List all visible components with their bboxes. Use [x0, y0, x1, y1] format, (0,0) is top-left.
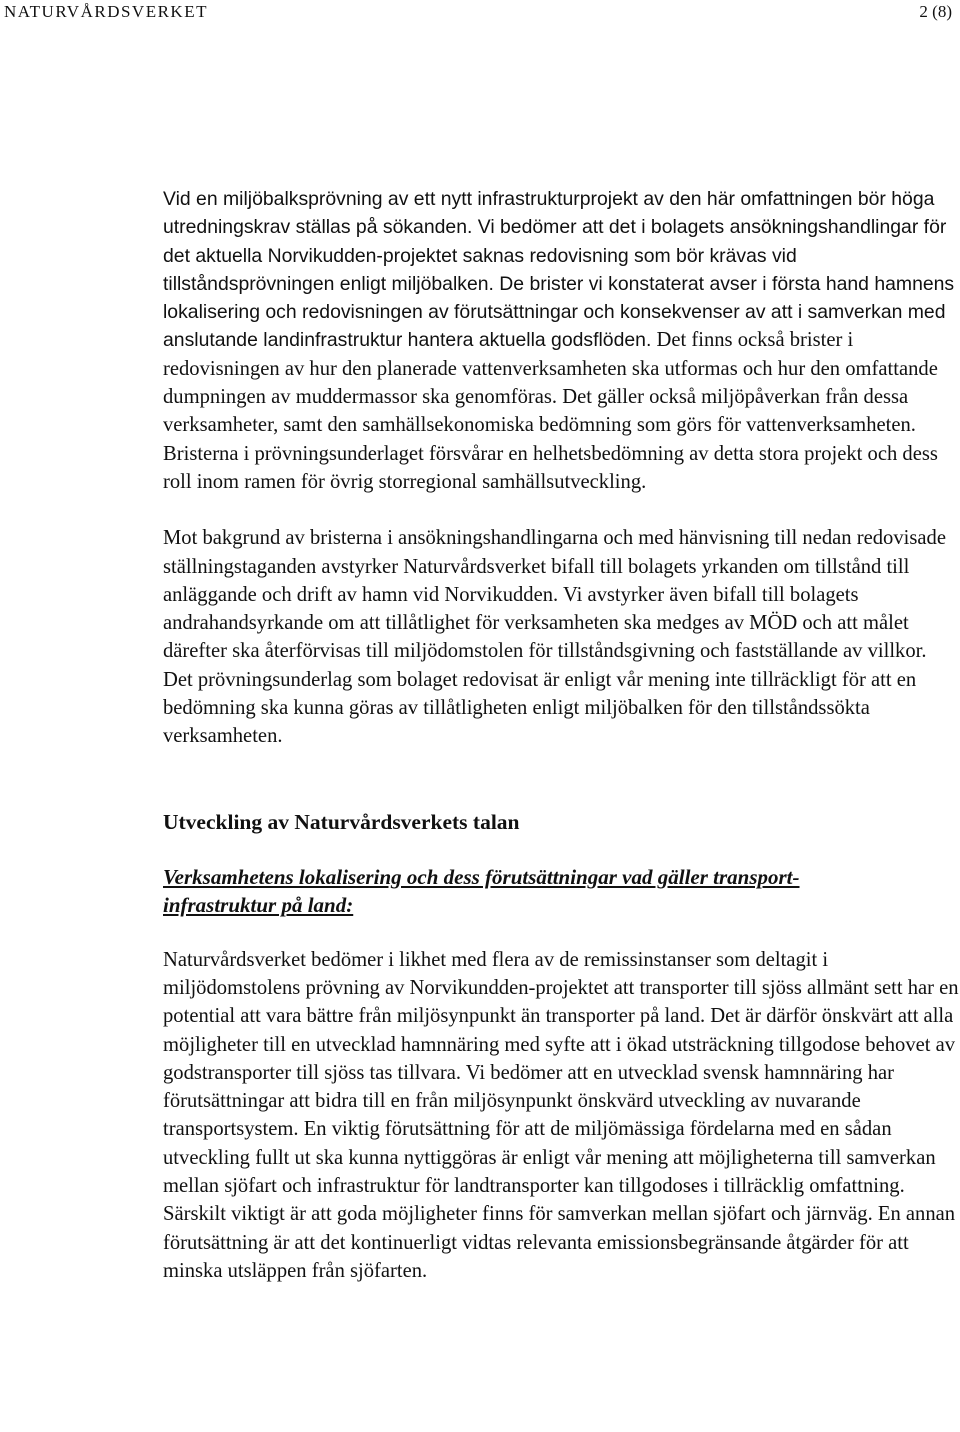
organization-name: NATURVÅRDSVERKET — [4, 2, 208, 21]
document-body — [163, 185, 959, 1285]
page-header — [0, 0, 960, 28]
paragraph-requirements-part-1: Vid en miljöbalksprövning av ett nytt infrastrukturprojekt av den här omfattningen bör höga utredningskrav ställas på sökanden. Vi bedömer att det i bolagets ansökningshandlingar för det aktuella Norvikudden-projektet saknas redovisning som bör krävas vid tillståndsprövningen enligt miljöbalken. De brister vi konstaterat avser i första hand hamnens lokalisering och redovisningen av förutsättningar och konsekvenser av att i samverkan med anslutande landinfrastruktur hantera aktuella godsflöden. — [163, 188, 955, 352]
paragraph-requirements-part-2: Det finns också brister i redovisningen av hur den planerade vattenverksamheten ska utformas och hur den omfattande dumpningen av muddermassor ska genomföras. Det gäller också miljöpåverkan från dessa verksamheter, samt den samhällsekonomiska bedömning som görs för vattenverksamheten. Bristerna i prövningsunderlaget försvårar en helhetsbedömning av detta stora projekt och dess roll inom ramen för övrig storregional samhällsutveckling. — [163, 329, 938, 493]
section-subheading: Verksamhetens lokalisering och dess förutsättningar vad gäller transport-infrastruktur på land: — [163, 864, 800, 917]
paragraph-rejection: Mot bakgrund av bristerna i ansökningshandlingarna och med hänvisning till nedan redovisade ställningstaganden avstyrker Naturvårdsverket bifall till bolagets yrkanden om tillstånd till anläggande och drift av hamn vid Norvikudden. Vi avstyrker även bifall till bolagets andrahandsyrkande om att tillåtlighet för verksamheten ska medges av MÖD och att målet därefter ska återförvisas till miljödomstolen för tillståndsgivning och fastställande av villkor. Det prövningsunderlag som bolaget redovisat är enligt vår mening inte tillräckligt för att en bedömning ska kunna göras av tillåtligheten enligt miljöbalken för den tillståndssökta verksamheten. — [163, 527, 946, 748]
section-heading: Utveckling av Naturvårdsverkets talan — [163, 809, 520, 834]
page-number: 2 (8) — [919, 2, 952, 21]
paragraph-requirements — [163, 185, 959, 496]
paragraph-assessment: Naturvårdsverket bedömer i likhet med flera av de remissinstanser som deltagit i miljödomstolens prövning av Norvikundden-projektet att transporter till sjöss allmänt sett har en potential att vara bättre från miljösynpunkt än transporter på land. Det är därför önskvärt att alla möjligheter till en utvecklad hamnnäring med syfte att i ökad utsträckning tillgodose behovet av godstransporter till sjöss tas tillvara. Vi bedömer att en utvecklad svensk hamnnäring har förutsättningar att bidra till en från miljösynpunkt önskvärd utveckling av nuvarande transportsystem. En viktig förutsättning för att de miljömässiga fördelarna med en sådan utveckling fullt ut ska kunna nyttiggöras är enligt vår mening att möjligheterna till samverkan mellan sjöfart och infrastruktur för landtransporter kan tillgodoses i tillräcklig omfattning. Särskilt viktigt är att goda möjligheter finns för samverkan mellan sjöfart och järnväg. En annan förutsättning är att det kontinuerligt vidtas relevanta emissionsbegränsande åtgärder för att minska utsläppen från sjöfarten. — [163, 948, 959, 1282]
